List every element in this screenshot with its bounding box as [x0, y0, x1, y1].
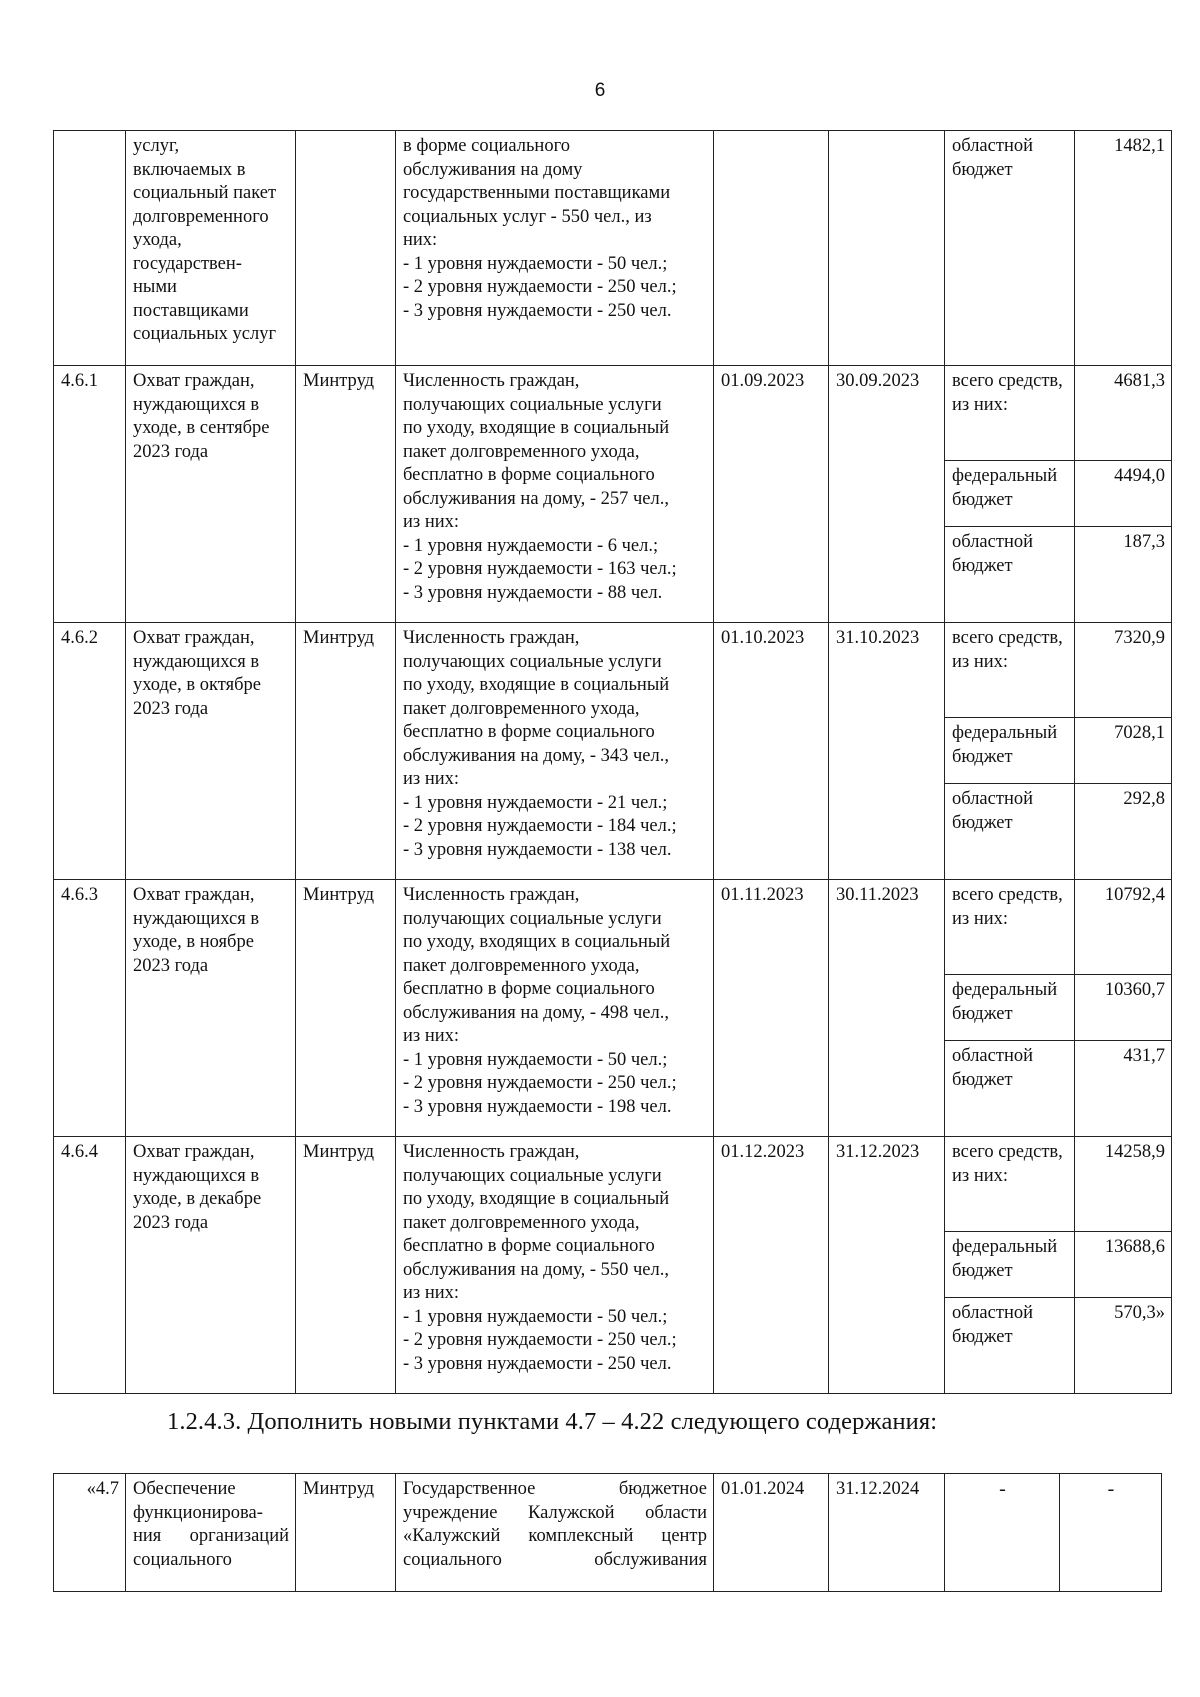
section-heading: 1.2.4.3. Дополнить новыми пунктами 4.7 – 4.22 следующего содержания:: [167, 1408, 938, 1435]
funding-source-cell: -: [945, 1474, 1060, 1592]
row-description-cell: Численность граждан, получающих социальные услуги по уходу, входящих в социальный пакет долговременного ухода, бесплатно в форме социального обслуживания на дому, - 498 чел., из них: - 1 уровня нуждаемости - 50 чел.; - 2 уровня нуждаемости - 250 чел.; - 3 уровня нуждаемости - 198 чел.: [396, 880, 714, 1137]
row-name-cell: Охват граждан, нуждающихся в уходе, в декабре 2023 года: [126, 1137, 296, 1394]
funding-source-cell: областной бюджет: [945, 784, 1075, 880]
row-id-cell: «4.7: [54, 1474, 126, 1592]
row-end-date-cell: 31.10.2023: [829, 623, 945, 880]
row-executor-cell: Минтруд: [296, 623, 396, 880]
table-row: [54, 366, 1172, 461]
funding-amount-cell: 4494,0: [1075, 461, 1172, 527]
row-executor-cell: Минтруд: [296, 1474, 396, 1592]
row-name-cell: Охват граждан, нуждающихся в уходе, в октябре 2023 года: [126, 623, 296, 880]
row-start-date-cell: 01.12.2023: [714, 1137, 829, 1394]
funding-source-cell: федеральный бюджет: [945, 461, 1075, 527]
row-executor-cell: Минтруд: [296, 880, 396, 1137]
new-items-table: [53, 1473, 1162, 1592]
row-start-date-cell: 01.11.2023: [714, 880, 829, 1137]
funding-source-cell: областной бюджет: [945, 131, 1075, 366]
funding-source-cell: всего средств, из них:: [945, 623, 1075, 718]
row-end-date-cell: 31.12.2023: [829, 1137, 945, 1394]
row-description-cell: Государственное бюджетное учреждение Калужской области «Калужский комплексный центр социального обслуживания: [396, 1474, 714, 1592]
row-end-date-cell: [829, 131, 945, 366]
row-name-cell: услуг, включаемых в социальный пакет долговременного ухода, государствен- ными поставщиками социальных услуг: [126, 131, 296, 366]
funding-source-cell: областной бюджет: [945, 1298, 1075, 1394]
funding-source-cell: всего средств, из них:: [945, 1137, 1075, 1232]
table-row: [54, 131, 1172, 366]
row-executor-cell: Минтруд: [296, 366, 396, 623]
row-name-cell: Охват граждан, нуждающихся в уходе, в сентябре 2023 года: [126, 366, 296, 623]
row-id-cell: [54, 131, 126, 366]
funding-amount-cell: 10360,7: [1075, 975, 1172, 1041]
funding-source-cell: федеральный бюджет: [945, 1232, 1075, 1298]
row-id-cell: 4.6.1: [54, 366, 126, 623]
funding-amount-cell: 1482,1: [1075, 131, 1172, 366]
funding-source-cell: всего средств, из них:: [945, 880, 1075, 975]
row-name-cell: Обеспечение функционирова- ния организаций социального: [126, 1474, 296, 1592]
funding-amount-cell: 7320,9: [1075, 623, 1172, 718]
row-id-cell: 4.6.3: [54, 880, 126, 1137]
funding-source-cell: федеральный бюджет: [945, 718, 1075, 784]
funding-amount-cell: 10792,4: [1075, 880, 1172, 975]
row-id-cell: 4.6.4: [54, 1137, 126, 1394]
funding-amount-cell: 13688,6: [1075, 1232, 1172, 1298]
funding-amount-cell: 14258,9: [1075, 1137, 1172, 1232]
row-start-date-cell: 01.09.2023: [714, 366, 829, 623]
funding-source-cell: областной бюджет: [945, 527, 1075, 623]
row-description-cell: в форме социального обслуживания на дому государственными поставщиками социальных услуг - 550 чел., из них: - 1 уровня нуждаемости - 50 чел.; - 2 уровня нуждаемости - 250 чел.; - 3 уровня нуждаемости - 250 чел.: [396, 131, 714, 366]
row-description-cell: Численность граждан, получающих социальные услуги по уходу, входящие в социальный пакет долговременного ухода, бесплатно в форме социального обслуживания на дому, - 550 чел., из них: - 1 уровня нуждаемости - 50 чел.; - 2 уровня нуждаемости - 250 чел.; - 3 уровня нуждаемости - 250 чел.: [396, 1137, 714, 1394]
row-start-date-cell: [714, 131, 829, 366]
table-row: [54, 623, 1172, 718]
table-row: [54, 1137, 1172, 1232]
row-description-cell: Численность граждан, получающих социальные услуги по уходу, входящие в социальный пакет долговременного ухода, бесплатно в форме социального обслуживания на дому, - 257 чел., из них: - 1 уровня нуждаемости - 6 чел.; - 2 уровня нуждаемости - 163 чел.; - 3 уровня нуждаемости - 88 чел.: [396, 366, 714, 623]
row-name-cell: Охват граждан, нуждающихся в уходе, в ноябре 2023 года: [126, 880, 296, 1137]
row-start-date-cell: 01.10.2023: [714, 623, 829, 880]
row-executor-cell: Минтруд: [296, 1137, 396, 1394]
funding-source-cell: всего средств, из них:: [945, 366, 1075, 461]
funding-amount-cell: -: [1060, 1474, 1162, 1592]
table-row: [54, 1474, 1162, 1592]
row-end-date-cell: 31.12.2024: [829, 1474, 945, 1592]
page-number: 6: [594, 80, 606, 101]
table-row: [54, 880, 1172, 975]
row-end-date-cell: 30.09.2023: [829, 366, 945, 623]
funding-amount-cell: 4681,3: [1075, 366, 1172, 461]
funding-amount-cell: 187,3: [1075, 527, 1172, 623]
row-executor-cell: [296, 131, 396, 366]
funding-amount-cell: 7028,1: [1075, 718, 1172, 784]
funding-amount-cell: 431,7: [1075, 1041, 1172, 1137]
funding-amount-cell: 292,8: [1075, 784, 1172, 880]
funding-source-cell: федеральный бюджет: [945, 975, 1075, 1041]
row-id-cell: 4.6.2: [54, 623, 126, 880]
funding-amount-cell: 570,3»: [1075, 1298, 1172, 1394]
row-start-date-cell: 01.01.2024: [714, 1474, 829, 1592]
activities-table: [53, 130, 1172, 1394]
funding-source-cell: областной бюджет: [945, 1041, 1075, 1137]
row-end-date-cell: 30.11.2023: [829, 880, 945, 1137]
row-description-cell: Численность граждан, получающих социальные услуги по уходу, входящие в социальный пакет долговременного ухода, бесплатно в форме социального обслуживания на дому, - 343 чел., из них: - 1 уровня нуждаемости - 21 чел.; - 2 уровня нуждаемости - 184 чел.; - 3 уровня нуждаемости - 138 чел.: [396, 623, 714, 880]
